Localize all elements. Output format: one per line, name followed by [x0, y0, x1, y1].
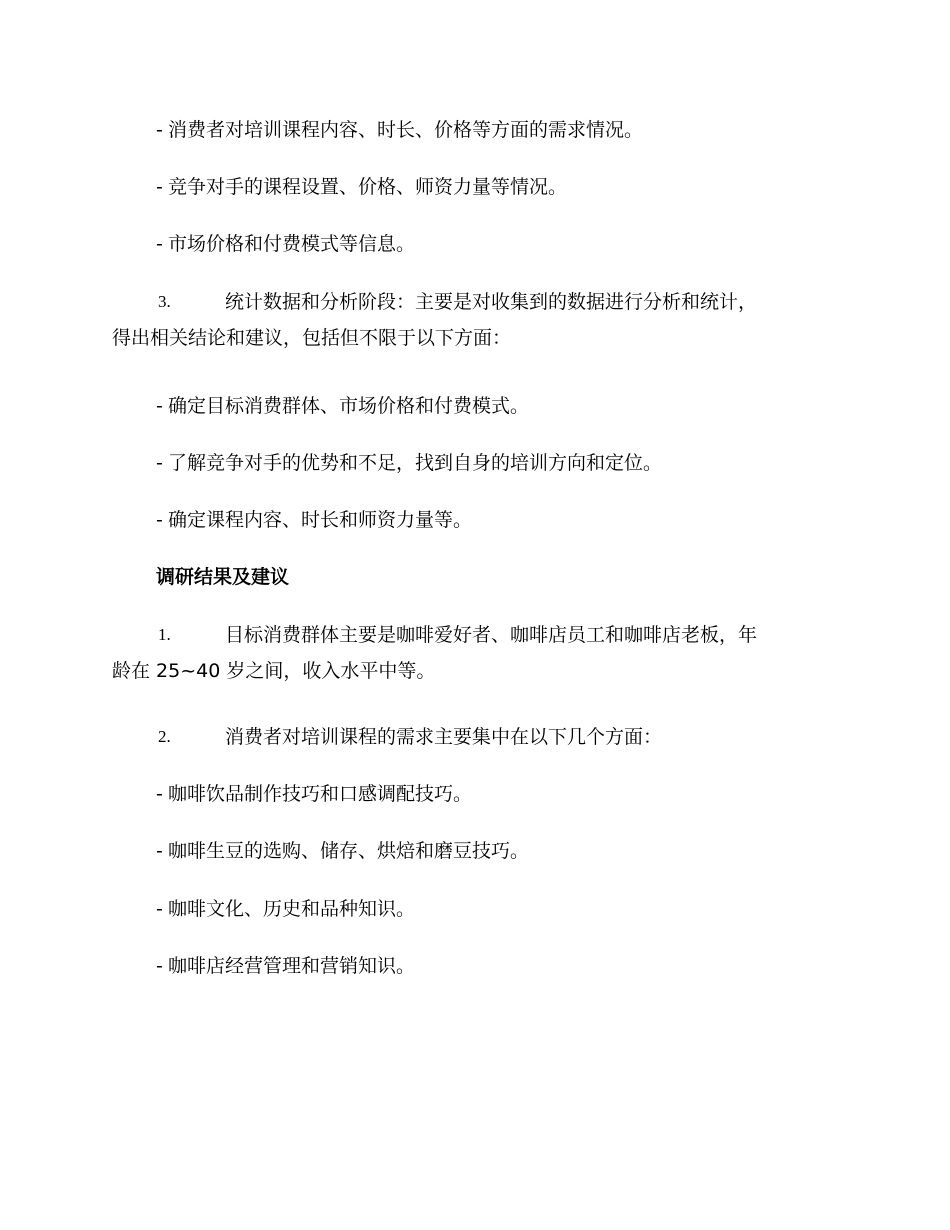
bullet-dash: - [156, 176, 163, 198]
bullet-dash: - [156, 509, 163, 531]
item-number: 1. [158, 625, 171, 644]
bullet-dash: - [156, 955, 163, 977]
item-line-1: 目标消费群体主要是咖啡爱好者、咖啡店员工和咖啡店老板，年 [225, 624, 758, 646]
bullet-text: 竞争对手的课程设置、价格、师资力量等情况。 [168, 176, 568, 198]
bullet-item [156, 781, 472, 807]
item-text [112, 289, 834, 351]
bullet-text: 咖啡饮品制作技巧和口感调配技巧。 [168, 783, 473, 805]
bullet-item [156, 231, 415, 257]
bullet-dash: - [156, 452, 163, 474]
bullet-text: 确定课程内容、时长和师资力量等。 [168, 509, 473, 531]
item-line-1: 消费者对培训课程的需求主要集中在以下几个方面： [225, 726, 663, 748]
bullet-item [156, 450, 662, 476]
bullet-dash: - [156, 395, 163, 417]
bullet-text: 市场价格和付费模式等信息。 [168, 233, 416, 255]
bullet-text: 确定目标消费群体、市场价格和付费模式。 [168, 395, 530, 417]
bullet-text: 咖啡文化、历史和品种知识。 [168, 898, 416, 920]
bullet-dash: - [156, 233, 163, 255]
bullet-item [156, 507, 472, 533]
item-line-2: 龄在 25~40 岁之间，收入水平中等。 [112, 660, 436, 682]
section-heading: 调研结果及建议 [156, 566, 290, 588]
bullet-item [156, 838, 529, 864]
bullet-item [156, 393, 529, 419]
numbered-item-3 [112, 289, 834, 351]
item-text [112, 622, 834, 684]
bullet-dash: - [156, 840, 163, 862]
bullet-text: 咖啡生豆的选购、储存、烘焙和磨豆技巧。 [168, 840, 530, 862]
numbered-item-2 [158, 724, 834, 750]
bullet-text: 咖啡店经营管理和营销知识。 [168, 955, 416, 977]
item-line-2: 得出相关结论和建议，包括但不限于以下方面： [112, 327, 512, 349]
item-text [158, 724, 834, 750]
bullet-item [156, 117, 643, 143]
bullet-dash: - [156, 119, 163, 141]
item-line-1: 统计数据和分析阶段：主要是对收集到的数据进行分析和统计， [225, 291, 758, 313]
bullet-text: 了解竞争对手的优势和不足，找到自身的培训方向和定位。 [168, 452, 663, 474]
bullet-text: 消费者对培训课程内容、时长、价格等方面的需求情况。 [168, 119, 644, 141]
bullet-item [156, 896, 415, 922]
item-number: 3. [158, 292, 171, 311]
bullet-item [156, 174, 567, 200]
item-number: 2. [158, 727, 171, 746]
bullet-dash: - [156, 898, 163, 920]
numbered-item-1 [112, 622, 834, 684]
bullet-item [156, 953, 415, 979]
bullet-dash: - [156, 783, 163, 805]
